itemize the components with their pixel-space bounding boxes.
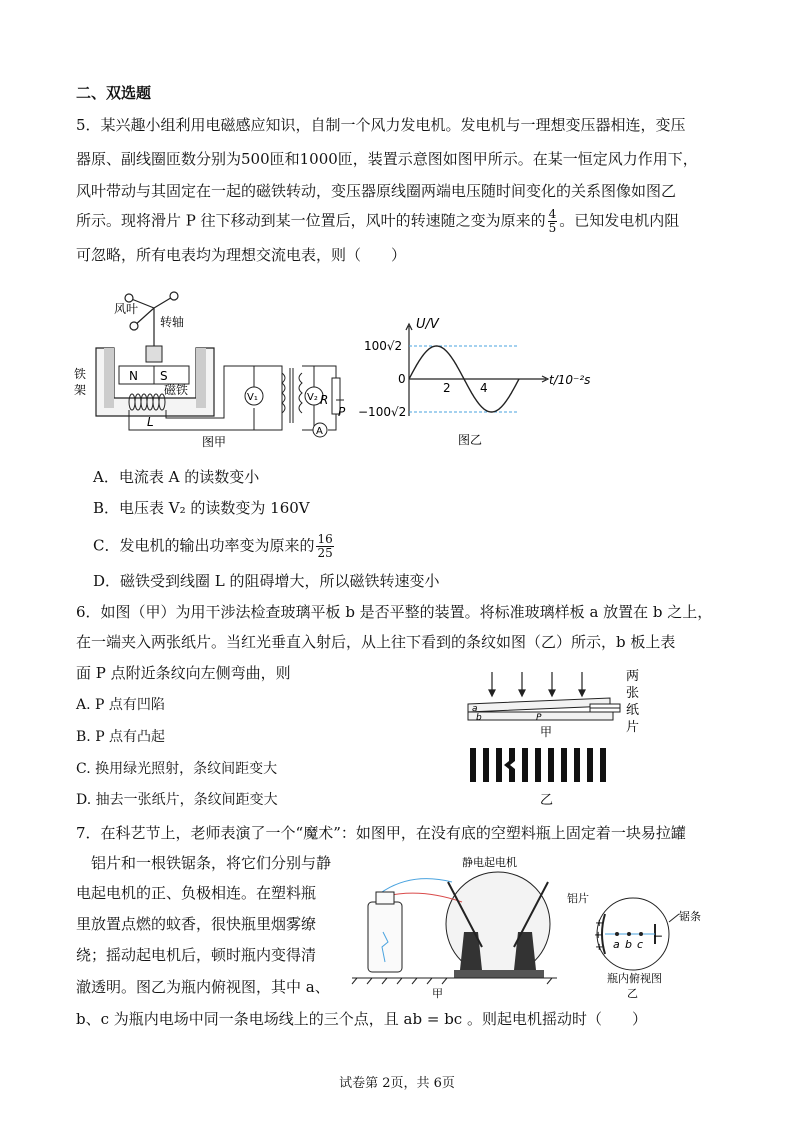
label-tiejia-1: 铁 bbox=[74, 367, 87, 381]
page-footer: 试卷第 2页，共 6页 bbox=[339, 1076, 455, 1091]
label-b: b bbox=[625, 938, 632, 951]
label-topview: 瓶内俯视图 bbox=[607, 972, 662, 985]
q5-line-5: 可忽略，所有电表均为理想交流电表，则（ ） bbox=[76, 246, 407, 264]
plus-1: + bbox=[595, 918, 604, 929]
plus-3: + bbox=[595, 942, 604, 953]
label-zhuanzhou: 转轴 bbox=[160, 315, 185, 329]
label-R: R bbox=[320, 393, 329, 407]
label-P: P bbox=[536, 713, 542, 723]
q5-line-3: 风叶带动与其固定在一起的磁铁转动，变压器原线圈两端电压随时间变化的关系图像如图乙 bbox=[76, 182, 677, 200]
fringe bbox=[522, 748, 528, 782]
label-citie: 磁铁 bbox=[164, 383, 189, 397]
fringe bbox=[548, 748, 554, 782]
label-paper-2: 张 bbox=[626, 686, 640, 701]
q5-option-c-den: 25 bbox=[317, 546, 333, 560]
label-fengye: 风叶 bbox=[114, 302, 139, 316]
origin-label: 0 bbox=[398, 372, 406, 386]
label-S: S bbox=[160, 369, 168, 383]
q5-option-d: D．磁铁受到线圈 L 的阻碍增大，所以磁铁转速变小 bbox=[93, 572, 440, 590]
label-a: a bbox=[613, 938, 620, 951]
fringe bbox=[600, 748, 606, 782]
xtick-4: 4 bbox=[480, 381, 488, 395]
label-b: b bbox=[476, 713, 482, 723]
label-c: c bbox=[637, 938, 644, 951]
plus-2: + bbox=[594, 930, 603, 941]
q5-option-a: A．电流表 A 的读数变小 bbox=[93, 468, 260, 486]
caption-jia: 图甲 bbox=[202, 435, 227, 449]
generator-base bbox=[454, 970, 544, 978]
q6-line-1: 6．如图（甲）为用干涉法检查玻璃平板 b 是否平整的装置。将标准玻璃样板 a 放置在 b 之上， bbox=[76, 603, 713, 621]
q7-figure-jia bbox=[352, 852, 562, 1002]
q5-option-c-text: C．发电机的输出功率变为原来的 bbox=[93, 536, 315, 555]
q7-side-line-2: 电起电机的正、负极相连。在塑料瓶 bbox=[76, 884, 317, 902]
fringe bbox=[561, 748, 567, 782]
fringe bbox=[504, 748, 515, 782]
q6-figure bbox=[460, 664, 650, 814]
q5-line-4-post: 。已知发电机内阻 bbox=[559, 211, 680, 230]
q5-line-1: 5．某兴趣小组利用电磁感应知识，自制一个风力发电机。发电机与一理想变压器相连，变压 bbox=[76, 116, 686, 134]
fringe bbox=[574, 748, 580, 782]
q7-side-line-4: 绕；摇动起电机后，顿时瓶内变得清 bbox=[76, 946, 317, 964]
label-V2: V₂ bbox=[307, 392, 318, 403]
label-L: L bbox=[147, 415, 154, 429]
label-paper-1: 两 bbox=[626, 669, 640, 684]
ytick-bottom: −100√2 bbox=[358, 405, 407, 419]
q7-side-line-1: 铝片和一根铁锯条，将它们分别与静 bbox=[91, 854, 332, 872]
transformer bbox=[282, 368, 302, 423]
wire-red bbox=[386, 893, 462, 902]
ylabel: U/V bbox=[416, 317, 439, 332]
q5-option-c-fraction bbox=[316, 533, 333, 560]
fringe bbox=[535, 748, 541, 782]
paper-1 bbox=[590, 704, 620, 708]
xtick-2: 2 bbox=[443, 381, 451, 395]
q6-option-a: A. P 点有凹陷 bbox=[76, 697, 165, 713]
caption-jia: 甲 bbox=[432, 987, 443, 1000]
q5-line-4-pre: 所示。现将滑片 P 往下移动到某一位置后，风叶的转速随之变为原来的 bbox=[76, 211, 546, 230]
q6-option-d: D. 抽去一张纸片，条纹间距变大 bbox=[76, 792, 278, 808]
caption-yi: 图乙 bbox=[458, 433, 483, 447]
fringe bbox=[587, 748, 593, 782]
incident-light-arrows bbox=[489, 672, 585, 696]
q7-figure-yi bbox=[565, 882, 715, 1002]
fringe bbox=[496, 748, 502, 782]
caption-jia: 甲 bbox=[540, 725, 553, 739]
fringe bbox=[483, 748, 489, 782]
q5-figure-jia bbox=[74, 278, 364, 453]
q5-option-c-num: 16 bbox=[317, 532, 333, 546]
q6-option-c: C. 换用绿光照射，条纹间距变大 bbox=[76, 761, 278, 777]
glass-a bbox=[468, 698, 610, 712]
label-a: a bbox=[472, 704, 478, 714]
label-juotiao: 锯条 bbox=[679, 910, 701, 923]
label-N: N bbox=[129, 369, 138, 383]
q7-line-1: 7．在科艺节上，老师表演了一个“魔术”：如图甲，在没有底的空塑料瓶上固定着一块易拉罐 bbox=[76, 824, 686, 842]
fringe bbox=[470, 748, 476, 782]
q7-side-line-3: 里放置点燃的蚊香，很快瓶里烟雾缭 bbox=[76, 915, 317, 933]
q6-line-3: 面 P 点附近条纹向左侧弯曲，则 bbox=[76, 664, 291, 682]
ytick-top: 100√2 bbox=[364, 339, 403, 353]
q5-fraction bbox=[548, 208, 558, 235]
label-tiejia-2: 架 bbox=[74, 383, 87, 397]
minus: − bbox=[653, 929, 664, 943]
q5-option-b: B．电压表 V₂ 的读数变为 160V bbox=[93, 499, 310, 517]
interference-fringes bbox=[470, 748, 606, 782]
q5-option-c bbox=[93, 533, 336, 560]
paper-2 bbox=[590, 708, 620, 712]
shaft-connector bbox=[146, 346, 162, 362]
label-paper-3: 纸 bbox=[626, 703, 640, 718]
q5-line-4 bbox=[76, 208, 679, 235]
q6-option-b: B. P 点有凸起 bbox=[76, 729, 166, 745]
label-machine: 静电起电机 bbox=[462, 856, 517, 869]
xlabel: t/10⁻²s bbox=[549, 373, 591, 387]
q5-figure-yi bbox=[358, 316, 604, 451]
section-title: 二、双选题 bbox=[76, 84, 152, 102]
q7-side-line-5: 澈透明。图乙为瓶内俯视图，其中 a、 bbox=[76, 978, 330, 996]
label-A: A bbox=[316, 426, 323, 437]
label-paper-4: 片 bbox=[626, 720, 640, 735]
q7-last-line: b、c 为瓶内电场中同一条电场线上的三个点，且 ab = bc 。则起电机摇动时（ ） bbox=[76, 1010, 647, 1028]
label-V1: V₁ bbox=[247, 392, 258, 403]
caption-yi: 乙 bbox=[540, 793, 554, 808]
label-lvpian: 铝片 bbox=[567, 892, 589, 905]
q6-line-2: 在一端夹入两张纸片。当红光垂直入射后，从上往下看到的条纹如图（乙）所示，b 板上表 bbox=[76, 633, 676, 651]
q5-line-2: 器原、副线圈匝数分别为500匝和1000匝，装置示意图如图甲所示。在某一恒定风力作用下， bbox=[76, 150, 698, 168]
ground-hatch bbox=[352, 978, 552, 984]
wire-blue bbox=[382, 879, 452, 892]
caption-yi: 乙 bbox=[627, 987, 638, 1000]
q5-fraction-num: 4 bbox=[548, 207, 557, 221]
q5-fraction-den: 5 bbox=[548, 221, 557, 235]
label-P: P bbox=[338, 405, 346, 419]
